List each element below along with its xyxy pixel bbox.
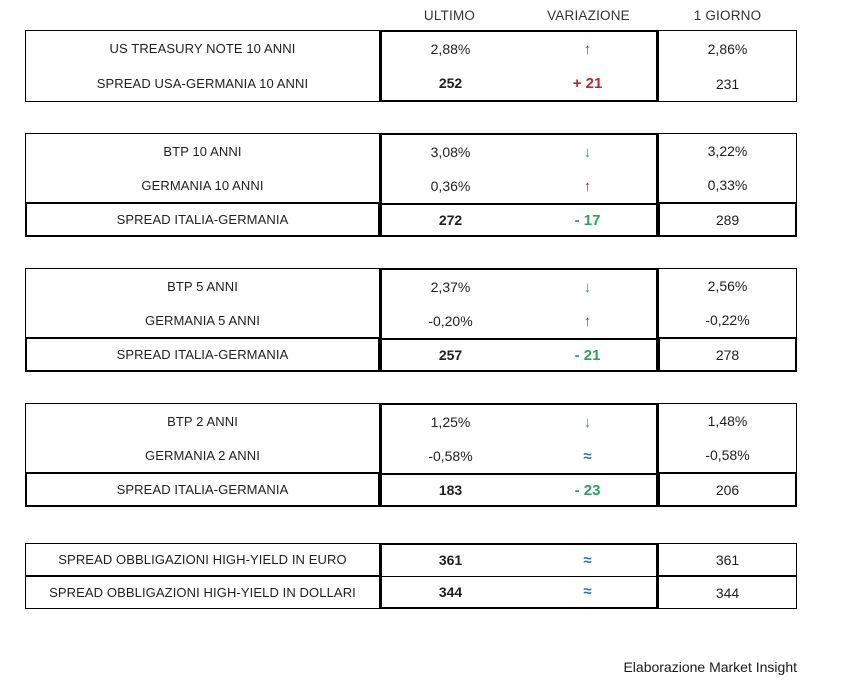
spread-giorno-box [658,472,797,507]
footer-credit: Elaborazione Market Insight [623,659,797,675]
giorno-column [658,133,797,237]
giorno-value: 3,22% [707,143,748,159]
ultimo-value: -0,20% [428,313,473,329]
giorno-value: 2,86% [707,40,748,57]
giorno-box [658,133,797,203]
ultimo-value: 252 [438,75,463,91]
ultimo-value: 2,88% [430,41,471,57]
approx-equal-icon: ≈ [583,583,592,601]
variazione-value: - 17 [574,211,601,229]
row-label: SPREAD ITALIA-GERMANIA [116,212,289,227]
label-box [25,30,380,102]
row-label: GERMANIA 5 ANNI [145,312,260,328]
ultimo-variazione-panel [380,403,658,507]
row-label: BTP 10 ANNI [163,143,242,159]
variazione-value: + 21 [572,74,603,92]
down-arrow-icon: ↓ [583,413,592,431]
table-group-10-anni [25,133,797,237]
row-label: GERMANIA 10 ANNI [141,177,264,193]
up-arrow-icon: ↑ [583,40,592,58]
giorno-value: -0,22% [705,312,750,328]
giorno-value: 206 [715,481,740,498]
label-box [25,268,380,338]
giorno-box [658,576,797,609]
column-header-spacer [25,8,380,23]
ultimo-variazione-panel [380,30,658,102]
spread-row [382,473,656,505]
giorno-column [658,268,797,372]
spread-giorno-box [658,202,797,237]
row-label: BTP 2 ANNI [167,413,238,429]
row-label: SPREAD ITALIA-GERMANIA [116,347,289,362]
ultimo-value: 344 [438,583,463,600]
giorno-box [658,543,797,576]
giorno-value: 0,33% [707,177,748,193]
spread-giorno-box [658,337,797,372]
table-group-us-treasury-10y [25,30,797,102]
row-label: GERMANIA 2 ANNI [145,447,260,463]
row-label: SPREAD ITALIA-GERMANIA [116,482,289,497]
table-row [382,576,656,608]
ultimo-value: 3,08% [430,144,471,160]
giorno-value: 278 [715,346,740,363]
approx-equal-icon: ≈ [583,551,592,569]
down-arrow-icon: ↓ [583,143,592,161]
ultimo-value: 0,36% [430,178,471,194]
giorno-box [658,268,797,338]
label-box [25,543,380,576]
spread-label-box [25,202,380,237]
giorno-box [658,403,797,473]
label-column [25,403,380,507]
row-label: SPREAD OBBLIGAZIONI HIGH-YIELD IN EURO [58,552,347,567]
table-row [382,66,656,100]
table-group-2-anni [25,403,797,507]
table-row [382,545,656,576]
label-column [25,268,380,372]
ultimo-value: -0,58% [428,448,473,464]
label-column [25,133,380,237]
table-row [382,405,656,439]
row-label: BTP 5 ANNI [167,278,238,294]
ultimo-value: 272 [438,212,463,228]
table-group-5-anni [25,268,797,372]
ultimo-value: 2,37% [430,279,471,295]
ultimo-variazione-panel [380,543,658,609]
table-group-high-yield [25,543,797,609]
variazione-value: - 23 [574,481,601,499]
spread-label-box [25,472,380,507]
label-box [25,403,380,473]
approx-equal-icon: ≈ [583,447,592,465]
table-row [382,270,656,304]
giorno-value: 1,48% [707,413,748,429]
table-row [382,169,656,203]
giorno-value: -0,58% [705,447,750,463]
giorno-value: 344 [715,584,740,601]
spread-row [382,203,656,235]
label-column [25,30,380,102]
spread-row [382,338,656,370]
label-box [25,576,380,609]
ultimo-value: 1,25% [430,414,471,430]
variazione-value: - 21 [574,346,601,364]
giorno-value: 289 [715,211,740,228]
row-label: SPREAD USA-GERMANIA 10 ANNI [96,76,309,91]
giorno-value: 231 [715,75,740,92]
table-row [382,32,656,66]
spread-label-box [25,337,380,372]
column-header-ultimo: ULTIMO [423,8,476,23]
giorno-box [658,30,797,102]
up-arrow-icon: ↑ [583,312,592,330]
label-box [25,133,380,203]
giorno-column [658,543,797,609]
giorno-column [658,30,797,102]
ultimo-value: 183 [438,482,463,498]
row-label: SPREAD OBBLIGAZIONI HIGH-YIELD IN DOLLARI [49,585,356,600]
up-arrow-icon: ↑ [583,177,592,195]
column-headers [25,8,797,23]
down-arrow-icon: ↓ [583,278,592,296]
table-row [382,439,656,473]
column-header-variazione: VARIAZIONE [547,8,630,23]
row-label: US TREASURY NOTE 10 ANNI [109,41,296,56]
table-row [382,304,656,338]
giorno-value: 2,56% [707,278,748,294]
ultimo-variazione-panel [380,133,658,237]
ultimo-value: 257 [438,347,463,363]
giorno-column [658,403,797,507]
label-column [25,543,380,609]
table-row [382,135,656,169]
ultimo-value: 361 [438,552,463,569]
giorno-value: 361 [715,551,740,568]
ultimo-variazione-panel [380,268,658,372]
column-header-1-giorno: 1 GIORNO [693,8,762,23]
